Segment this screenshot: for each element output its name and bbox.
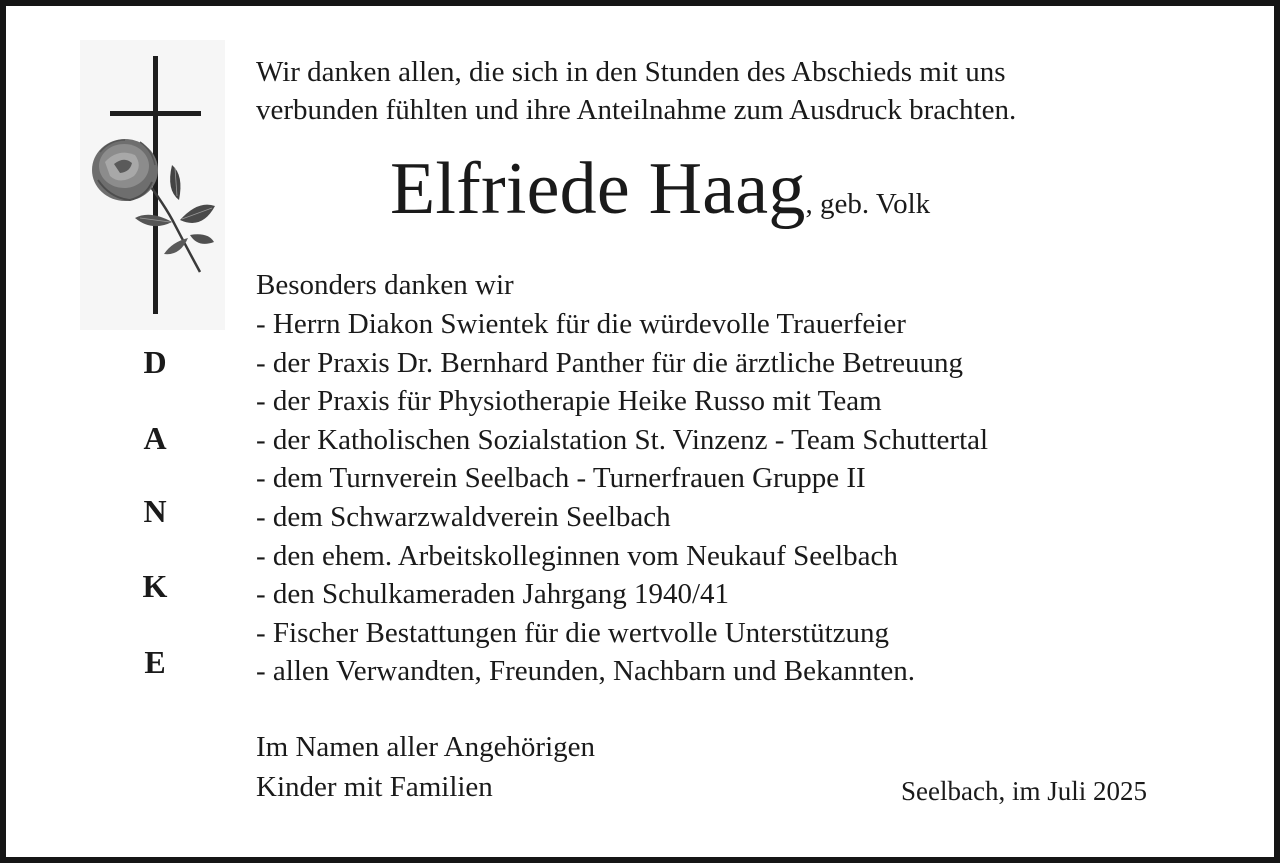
signature-line-2: Kinder mit Familien [256, 771, 493, 803]
list-item: - Fischer Bestattungen für die wertvolle Unterstützung [256, 616, 890, 649]
list-item: - der Praxis für Physiotherapie Heike Russo mit Team [256, 385, 882, 418]
intro-line-1: Wir danken allen, die sich in den Stunden des Abschieds mit uns [256, 56, 1006, 88]
danke-letter-n: N [143, 493, 167, 529]
signature-line-1: Im Namen aller Angehörigen [256, 731, 596, 763]
maiden-name: , geb. Volk [805, 188, 931, 220]
thanks-lead: Besonders danken wir [256, 269, 514, 301]
list-item: - der Praxis Dr. Bernhard Panther für die ärztliche Betreuung [256, 346, 964, 379]
list-item: - der Katholischen Sozialstation St. Vinzenz - Team Schuttertal [256, 423, 989, 456]
place-date: Seelbach, im Juli 2025 [901, 776, 1147, 806]
danke-letter-a: A [143, 420, 167, 456]
list-item: - dem Turnverein Seelbach - Turnerfrauen Gruppe II [256, 462, 866, 495]
danke-letter-e: E [144, 644, 166, 680]
intro-line-2: verbunden fühlten und ihre Anteilnahme zum Ausdruck brachten. [256, 94, 1017, 126]
danke-letter-d: D [143, 344, 167, 380]
list-item: - den ehem. Arbeitskolleginnen vom Neukauf Seelbach [256, 539, 898, 572]
thanks-list [256, 305, 988, 691]
deceased-name-line [390, 148, 931, 230]
list-item: - allen Verwandten, Freunden, Nachbarn und Bekannten. [256, 655, 915, 688]
list-item: - dem Schwarzwaldverein Seelbach [256, 500, 671, 533]
intro-text [256, 53, 1216, 129]
list-item: - den Schulkameraden Jahrgang 1940/41 [256, 578, 730, 611]
danke-letter-k: K [142, 568, 168, 604]
list-item: - Herrn Diakon Swientek für die würdevolle Trauerfeier [256, 308, 906, 340]
deceased-name: Elfriede Haag [390, 148, 806, 230]
cross-with-rose-icon [80, 40, 225, 330]
